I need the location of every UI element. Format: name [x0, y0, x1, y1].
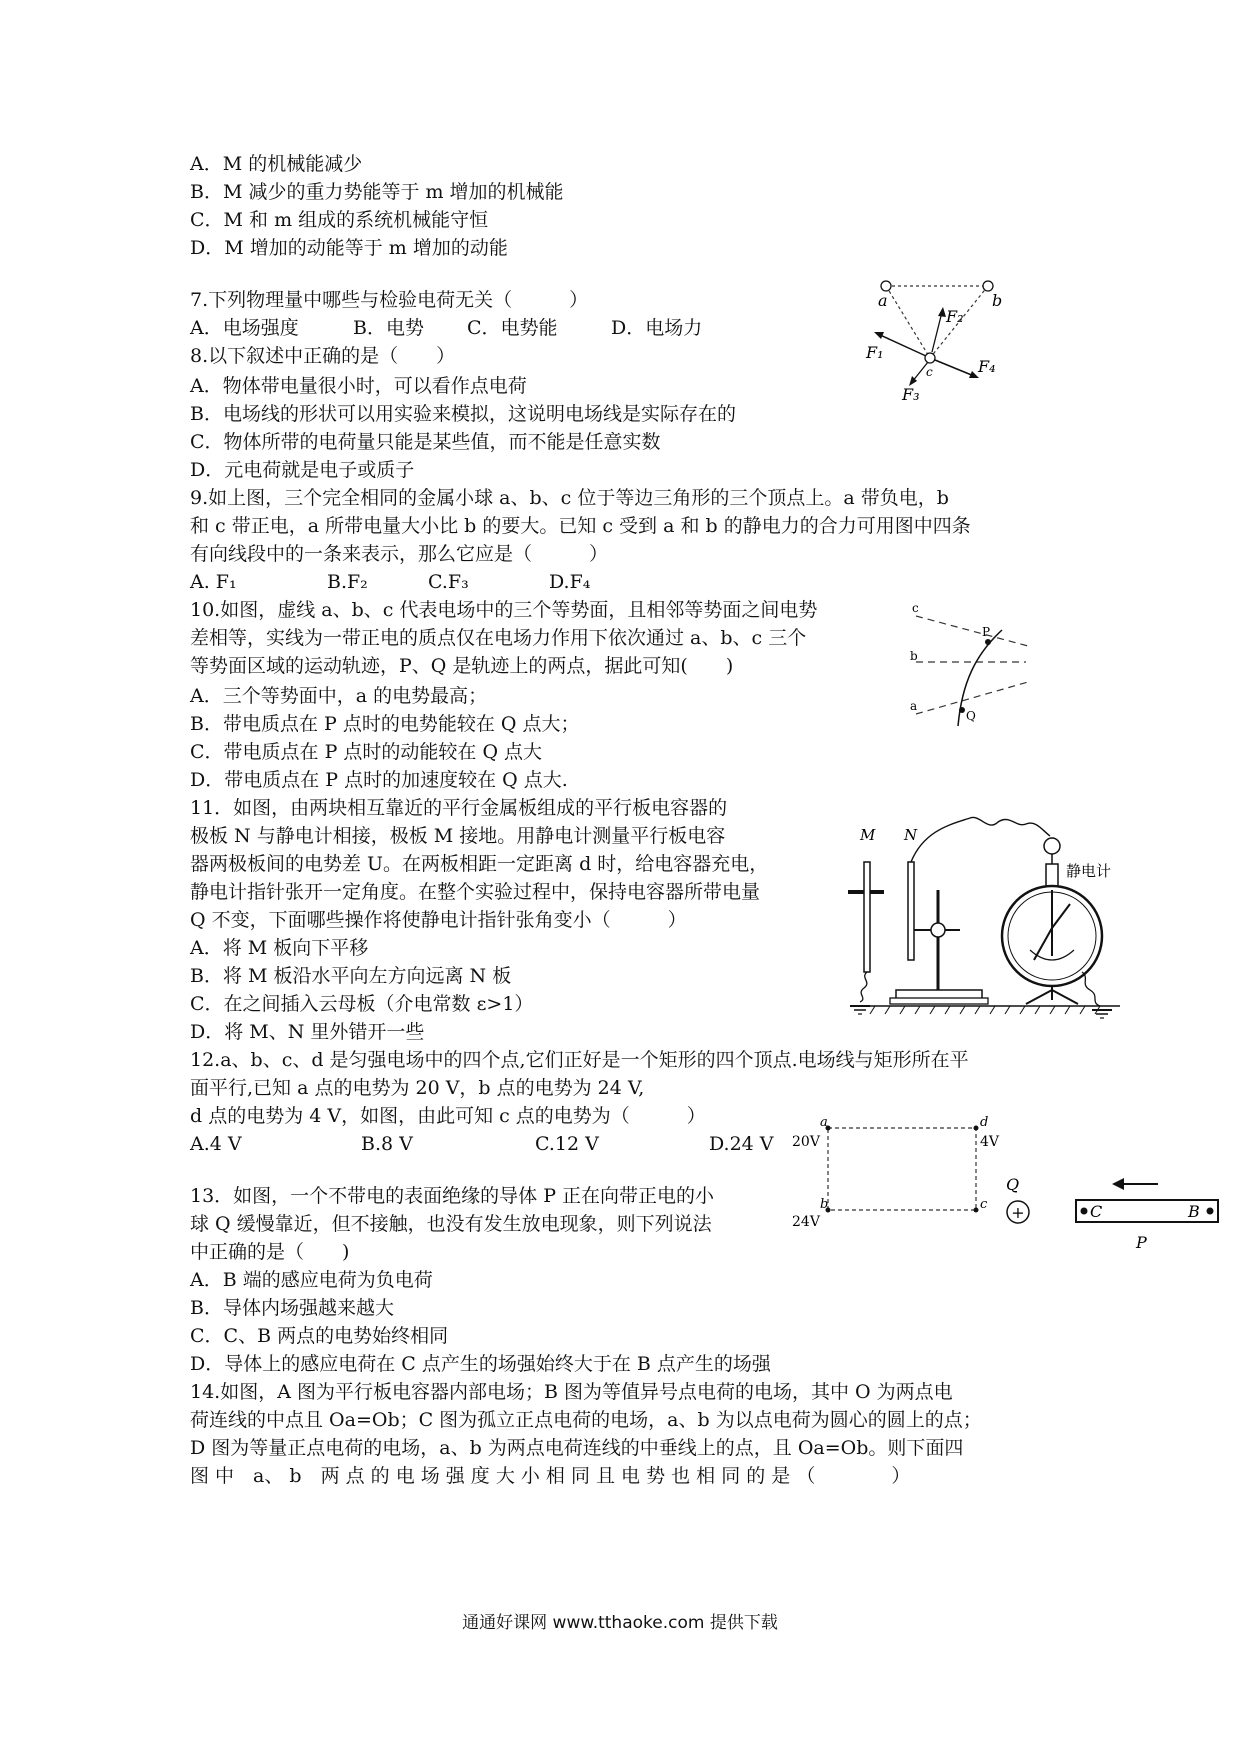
q9-option-b: B.F₂	[327, 571, 368, 593]
label-20v: 20V	[792, 1134, 820, 1150]
q6-option-b: B．M 减少的重力势能等于 m 增加的机械能	[190, 181, 564, 203]
q8-option-c: C．物体所带的电荷量只能是某些值，而不能是任意实数	[190, 431, 661, 453]
label-c-vertex: c	[980, 1197, 988, 1212]
q11-stem-line-4: 静电计指针张开一定角度。在整个实验过程中，保持电容器所带电量	[190, 881, 761, 903]
triangle-force-figure	[860, 272, 1030, 412]
label-b-surface: b	[910, 649, 918, 663]
arrow-left-icon	[1112, 1178, 1124, 1190]
q11-stem-line-3: 器两极板间的电势差 U。在两板相距一定距离 d 时，给电容器充电，	[190, 853, 769, 875]
label-4v: 4V	[980, 1134, 1000, 1150]
q12-option-d: D.24 V	[709, 1133, 774, 1155]
label-f3: F₃	[902, 385, 920, 404]
label-f1: F₁	[866, 343, 884, 362]
q11-stem-line-5: Q 不变，下面哪些操作将使静电计指针张角变小（ ）	[190, 909, 687, 931]
q9-stem-line-3: 有向线段中的一条来表示，那么它应是（ ）	[190, 543, 609, 565]
q12-stem-line-2: 面平行,已知 a 点的电势为 20 V，b 点的电势为 24 V,	[190, 1077, 645, 1099]
label-c-end: C	[1090, 1202, 1103, 1221]
q9-option-a: A. F₁	[190, 571, 237, 593]
q8-option-a: A．物体带电量很小时，可以看作点电荷	[190, 375, 527, 397]
q13-option-a: A．B 端的感应电荷为负电荷	[190, 1269, 433, 1291]
q9-option-c: C.F₃	[428, 571, 469, 593]
label-q-charge: Q	[1006, 1175, 1020, 1194]
q10-stem-line-3: 等势面区域的运动轨迹，P、Q 是轨迹上的两点，据此可知( )	[190, 655, 734, 677]
q7-option-c: C．电势能	[467, 317, 558, 339]
q14-stem-line-1: 14.如图，A 图为平行板电容器内部电场；B 图为等值异号点电荷的电场，其中 O 为两点电	[190, 1381, 953, 1403]
label-p-conductor: P	[1136, 1233, 1147, 1252]
label-a: a	[878, 291, 888, 310]
label-d-vertex: d	[980, 1116, 989, 1130]
q10-option-c: C．带电质点在 P 点时的动能较在 Q 点大	[190, 741, 543, 763]
q13-stem-line-3: 中正确的是（ )	[190, 1241, 350, 1263]
q12-stem-line-1: 12.a、b、c、d 是匀强电场中的四个点,它们正好是一个矩形的四个顶点.电场线与矩形所在平	[190, 1049, 969, 1071]
q10-stem-line-2: 差相等，实线为一带正电的质点仅在电场力作用下依次通过 a、b、c 三个	[190, 627, 807, 649]
label-f2: F₂	[946, 307, 964, 326]
q11-option-d: D．将 M、N 里外错开一些	[190, 1021, 425, 1043]
conductor-figure	[996, 1172, 1236, 1262]
q7-option-b: B．电势	[353, 317, 424, 339]
page-footer: 通通好课网 www.tthaoke.com 提供下载	[462, 1613, 778, 1633]
q14-stem-line-3: D 图为等量正点电荷的电场，a、b 为两点电荷连线的中垂线上的点，且 Oa=Ob。则下面四	[190, 1437, 964, 1459]
q14-stem-line-4: 图 中 a、 b 两 点 的 电 场 强 度 大 小 相 同 且 电 势 也 相 同 的 是 （ ）	[190, 1465, 911, 1487]
label-c-surface: c	[912, 602, 919, 615]
label-b-vertex: b	[820, 1197, 829, 1212]
q11-stem-line-2: 极板 N 与静电计相接，极板 M 接地。用静电计测量平行板电容	[190, 825, 726, 847]
label-p: P	[982, 625, 991, 639]
q11-option-b: B．将 M 板沿水平向左方向远离 N 板	[190, 965, 512, 987]
q13-option-b: B．导体内场强越来越大	[190, 1297, 394, 1319]
label-c: c	[926, 365, 933, 379]
q12-stem-line-3: d 点的电势为 4 V，如图，由此可知 c 点的电势为（ ）	[190, 1105, 706, 1127]
q8-stem: 8.以下叙述中正确的是（ ）	[190, 345, 456, 367]
q13-stem-line-1: 13．如图，一个不带电的表面绝缘的导体 P 正在向带正电的小	[190, 1185, 715, 1207]
label-f4: F₄	[978, 357, 996, 376]
q13-option-d: D．导体上的感应电荷在 C 点产生的场强始终大于在 B 点产生的场强	[190, 1353, 771, 1375]
electroscope-figure	[820, 810, 1140, 1020]
q11-stem-line-1: 11．如图，由两块相互靠近的平行金属板组成的平行板电容器的	[190, 797, 728, 819]
q6-option-a: A．M 的机械能减少	[190, 153, 363, 175]
q13-stem-line-2: 球 Q 缓慢靠近，但不接触，也没有发生放电现象，则下列说法	[190, 1213, 712, 1235]
q7-stem: 7.下列物理量中哪些与检验电荷无关（ ）	[190, 289, 589, 311]
q10-stem-line-1: 10.如图，虚线 a、b、c 代表电场中的三个等势面，且相邻等势面之间电势	[190, 599, 818, 621]
q8-option-d: D．元电荷就是电子或质子	[190, 459, 415, 481]
q7-option-d: D．电场力	[611, 317, 703, 339]
q9-option-d: D.F₄	[549, 571, 591, 593]
q12-option-b: B.8 V	[361, 1133, 413, 1155]
q9-stem-line-1: 9.如上图，三个完全相同的金属小球 a、b、c 位于等边三角形的三个顶点上。a 带负电，b	[190, 487, 949, 509]
q10-option-d: D．带电质点在 P 点时的加速度较在 Q 点大.	[190, 769, 568, 791]
q11-option-a: A．将 M 板向下平移	[190, 937, 369, 959]
q14-stem-line-2: 荷连线的中点且 Oa=Ob；C 图为孤立正点电荷的电场，a、b 为以点电荷为圆心的圆上的点；	[190, 1409, 982, 1431]
q7-option-a: A．电场强度	[190, 317, 299, 339]
label-plus: +	[1011, 1203, 1025, 1222]
q12-option-a: A.4 V	[190, 1133, 242, 1155]
q12-option-c: C.12 V	[535, 1133, 599, 1155]
label-a-surface: a	[910, 699, 918, 713]
q6-option-c: C．M 和 m 组成的系统机械能守恒	[190, 209, 489, 231]
label-n-plate: N	[904, 826, 918, 844]
label-24v: 24V	[792, 1214, 820, 1230]
label-b: b	[992, 291, 1003, 310]
label-m-plate: M	[860, 826, 876, 844]
q8-option-b: B．电场线的形状可以用实验来模拟，这说明电场线是实际存在的	[190, 403, 736, 425]
equipotential-figure	[900, 602, 1040, 732]
q11-option-c: C．在之间插入云母板（介电常数 ε>1）	[190, 993, 534, 1015]
q6-option-d: D．M 增加的动能等于 m 增加的动能	[190, 237, 508, 259]
rectangle-potential-figure	[792, 1116, 1025, 1236]
label-q: Q	[966, 709, 976, 723]
label-b-end: B	[1188, 1202, 1200, 1221]
label-electroscope: 静电计	[1066, 862, 1112, 880]
q10-option-b: B．带电质点在 P 点时的电势能较在 Q 点大；	[190, 713, 580, 735]
label-a-vertex: a	[820, 1116, 828, 1130]
q10-option-a: A．三个等势面中，a 的电势最高；	[190, 685, 488, 707]
q9-stem-line-2: 和 c 带正电，a 所带电量大小比 b 的要大。已知 c 受到 a 和 b 的静电力的合力可用图中四条	[190, 515, 971, 537]
q13-option-c: C．C、B 两点的电势始终相同	[190, 1325, 449, 1347]
